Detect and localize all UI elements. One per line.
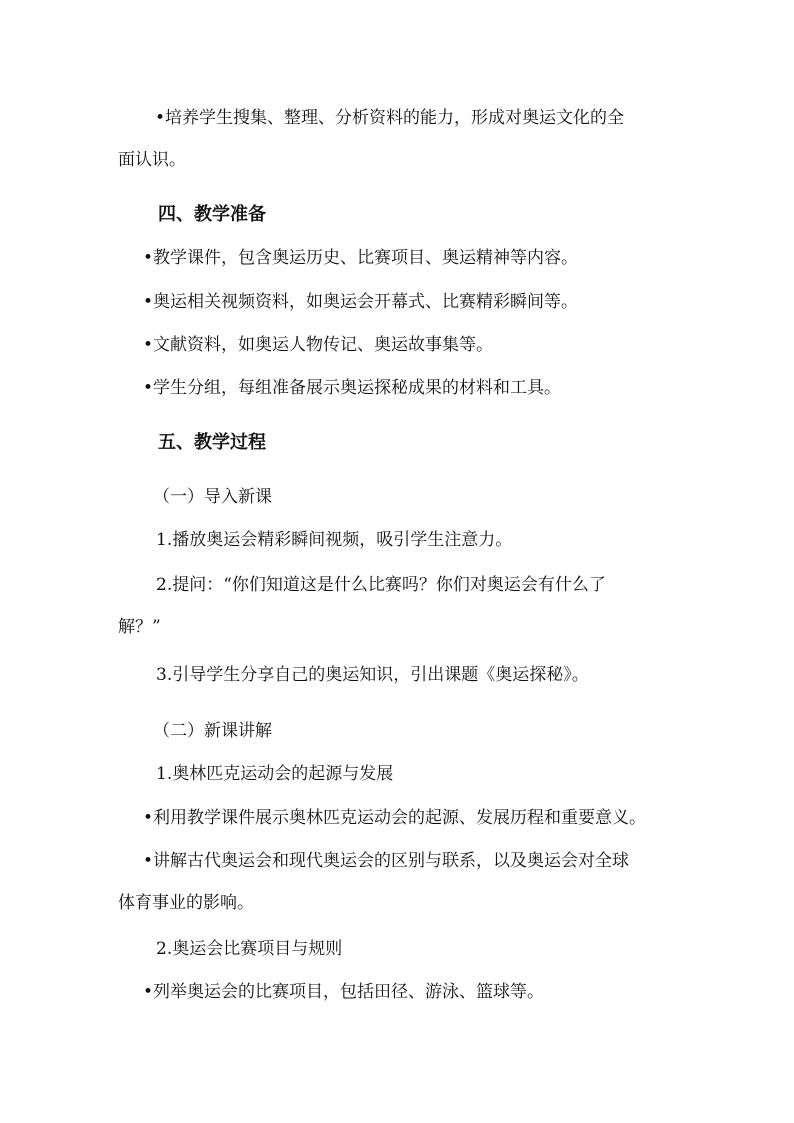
part-2-sub-1-bullet-1: •利用教学课件展示奥林匹克运动会的起源、发展历程和重要意义。 <box>143 808 647 828</box>
part-2-sub-2-bullet-1: •列举奥运会的比赛项目，包括田径、游泳、篮球等。 <box>143 982 545 1002</box>
part-1-step-2-line-2: 解？” <box>118 617 161 637</box>
section-4-item-2: •奥运相关视频资料，如奥运会开幕式、比赛精彩瞬间等。 <box>143 292 579 312</box>
part-2-heading: （二）新课讲解 <box>153 721 272 741</box>
part-1-step-2-line-1: 2.提问：“你们知道这是什么比赛吗？你们对奥运会有什么了 <box>156 575 606 595</box>
part-2-sub-1-bullet-2-line-2: 体育事业的影响。 <box>118 893 254 913</box>
intro-bullet-line-2: 面认识。 <box>118 150 186 170</box>
part-1-step-3: 3.引导学生分享自己的奥运知识，引出课题《奥运探秘》。 <box>156 665 589 685</box>
part-1-heading: （一）导入新课 <box>153 487 272 507</box>
part-1-step-1: 1.播放奥运会精彩瞬间视频，吸引学生注意力。 <box>156 530 513 550</box>
section-5-heading: 五、教学过程 <box>158 432 266 453</box>
intro-bullet-line-1: •培养学生搜集、整理、分析资料的能力，形成对奥运文化的全 <box>155 108 625 128</box>
section-4-item-4: •学生分组，每组准备展示奥运探秘成果的材料和工具。 <box>143 378 562 398</box>
part-2-sub-1-title: 1.奥林匹克运动会的起源与发展 <box>156 764 394 784</box>
section-4-item-1: •教学课件，包含奥运历史、比赛项目、奥运精神等内容。 <box>143 248 579 268</box>
part-2-sub-1-bullet-2-line-1: •讲解古代奥运会和现代奥运会的区别与联系，以及奥运会对全球 <box>143 851 630 871</box>
part-2-sub-2-title: 2.奥运会比赛项目与规则 <box>156 939 343 959</box>
section-4-heading: 四、教学准备 <box>158 204 266 225</box>
section-4-item-3: •文献资料，如奥运人物传记、奥运故事集等。 <box>143 335 494 355</box>
